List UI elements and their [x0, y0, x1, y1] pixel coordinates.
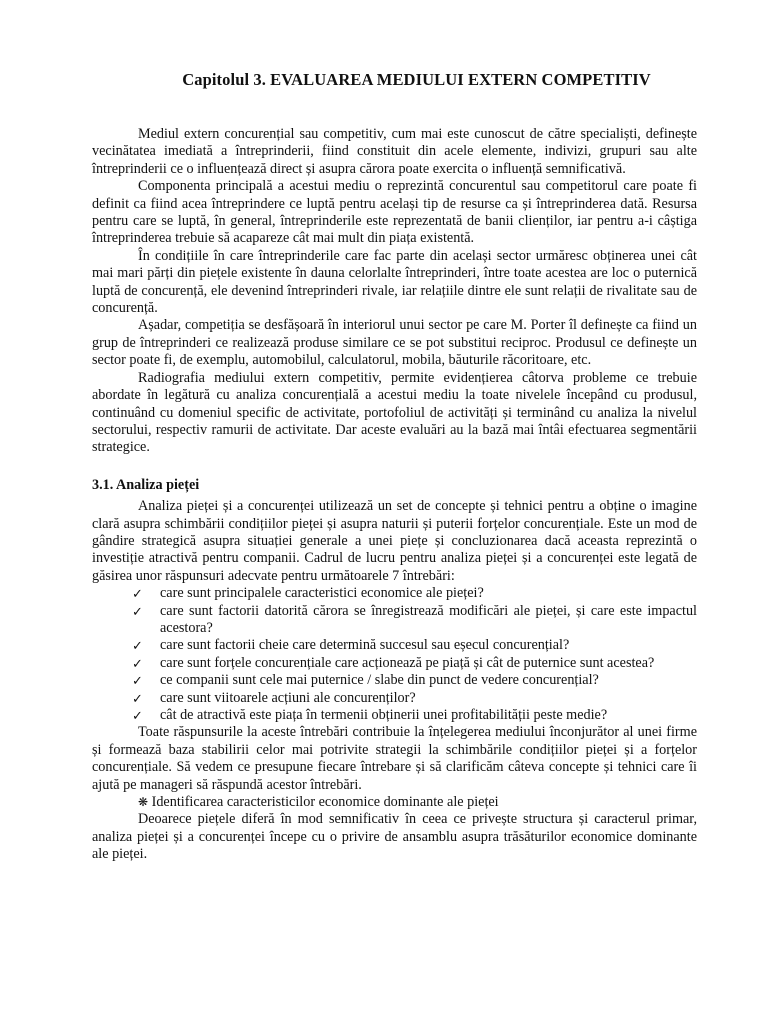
section-heading: 3.1. Analiza pieței [92, 476, 200, 493]
question-text: care sunt viitoarele acțiuni ale concurenților? [160, 689, 416, 706]
star-bullet-icon: ❋ [138, 795, 149, 810]
question-text: ce companii sunt cele mai puternice / slabe din punct de vedere concurențial? [160, 672, 599, 689]
check-icon: ✓ [132, 586, 143, 602]
list-item [132, 707, 697, 724]
check-icon: ✓ [132, 673, 143, 689]
check-icon: ✓ [132, 655, 143, 671]
list-item [132, 585, 697, 602]
chapter-title: Capitolul 3. EVALUAREA MEDIULUI EXTERN COMPETITIV [182, 70, 651, 89]
document-body [92, 126, 697, 864]
question-text: cât de atractivă este piața în termenii obținerii unei profitabilității peste medie? [160, 707, 608, 723]
subsection-item-text: Identificarea caracteristicilor economice dominante ale pieței [151, 794, 499, 811]
list-item [132, 672, 697, 689]
section-intro-paragraph: Analiza pieței și a concurenței utilizează un set de concepte și tehnici pentru a obține o imagine clară asupra schimbării condițiilor pieței și asupra naturii și puterii forțelor concurențiale. Este un mod de gândire strategică asupra situației generale a unei piețe și concluzionarea dacă aceasta reprezintă o investiție atractivă pentru companii. Cadrul de lucru pentru analiza pieței și a concurenței este legată de găsirea unor răspunsuri adecvate pentru următoarele 7 întrebări: [92, 498, 697, 584]
paragraph: Componenta principală a acestui mediu o reprezintă concurentul sau competitorul care poate fi definit ca fiind acea întreprindere ce luptă pentru același tip de resurse ca și întreprinderea dată. Resursa pentru care se luptă, în general, întreprinderile este reprezentată de banii clienților, iar pentru a-i câștiga întreprinderea trebuie să acapareze cât mai mult din piața existentă. [92, 178, 697, 247]
question-text: care sunt factorii datorită cărora se înregistrează modificări ale pieței, și care este impactul acestora? [160, 602, 697, 636]
list-item [132, 637, 697, 654]
check-icon: ✓ [132, 690, 143, 706]
paragraph: Mediul extern concurențial sau competitiv, cum mai este cunoscut de către specialiști, definește vecinătatea imediată a întreprinderii, fiind constituit din acele elemente, indivizi, grupuri sau alte întreprinderii ce o influențează direct și asupra cărora poate exercita o influență semnificativă. [92, 126, 697, 177]
list-item [132, 603, 697, 638]
list-item [132, 690, 697, 707]
paragraph: În condițiile în care întreprinderile care fac parte din același sector urmăresc obținerea unei cât mai mari părți din piețele existente în dauna celorlalte întreprinderi, între toate acestea are loc o puternică luptă de concurență, ele devenind întreprinderi rivale, iar relațiile dintre ele sunt relații de rivalitate sau de concurență. [92, 247, 697, 317]
check-icon: ✓ [132, 708, 143, 723]
list-item [132, 655, 697, 672]
paragraph: Deoarece piețele diferă în mod semnificativ în ceea ce privește structura și caracterul primar, analiza pieței și a concurenței începe cu o privire de ansamblu asupra trăsăturilor economice dominante ale pieței. [92, 811, 697, 863]
question-text: care sunt principalele caracteristici economice ale pieței? [160, 585, 484, 602]
paragraph: Așadar, competiția se desfășoară în interiorul unui sector pe care M. Porter îl definește ca fiind un grup de întreprinderi ce realizează produse similare ce se pot substitui reciproc. Produsul ce definește un sector poate fi, de exemplu, automobilul, calculatorul, mobila, băuturile răcoritoare, etc. [92, 317, 697, 369]
check-icon: ✓ [132, 603, 143, 619]
questions-list [92, 585, 697, 724]
subsection-item [92, 794, 697, 811]
paragraph: Radiografia mediului extern competitiv, permite evidențierea câtorva probleme ce trebuie abordate în legătură cu analiza concurențială a acestui mediu la toate nivelele începând cu produsul, continuând cu domeniul specific de activitate, portofoliul de activități și terminând cu analiza la nivelul sectorului, respectiv ramurii de activitate. Dar aceste evaluări au la bază mai întâi efectuarea segmentării strategice. [92, 369, 697, 456]
question-text: care sunt factorii cheie care determină succesul sau eșecul concurențial? [160, 637, 570, 654]
check-icon: ✓ [132, 638, 143, 654]
question-text: care sunt forțele concurențiale care acționează pe piață și cât de puternice sunt acestea? [160, 654, 655, 671]
paragraph: Toate răspunsurile la aceste întrebări contribuie la înțelegerea mediului înconjurător al unei firme și formează baza stabilirii celor mai potrivite strategii la schimbările condițiilor pieței și a forțelor concurențiale. Să vedem ce presupune fiecare întrebare și să clarificăm câteva concepte și tehnici care îi ajută pe manageri să răspundă acestor întrebări. [92, 724, 697, 793]
